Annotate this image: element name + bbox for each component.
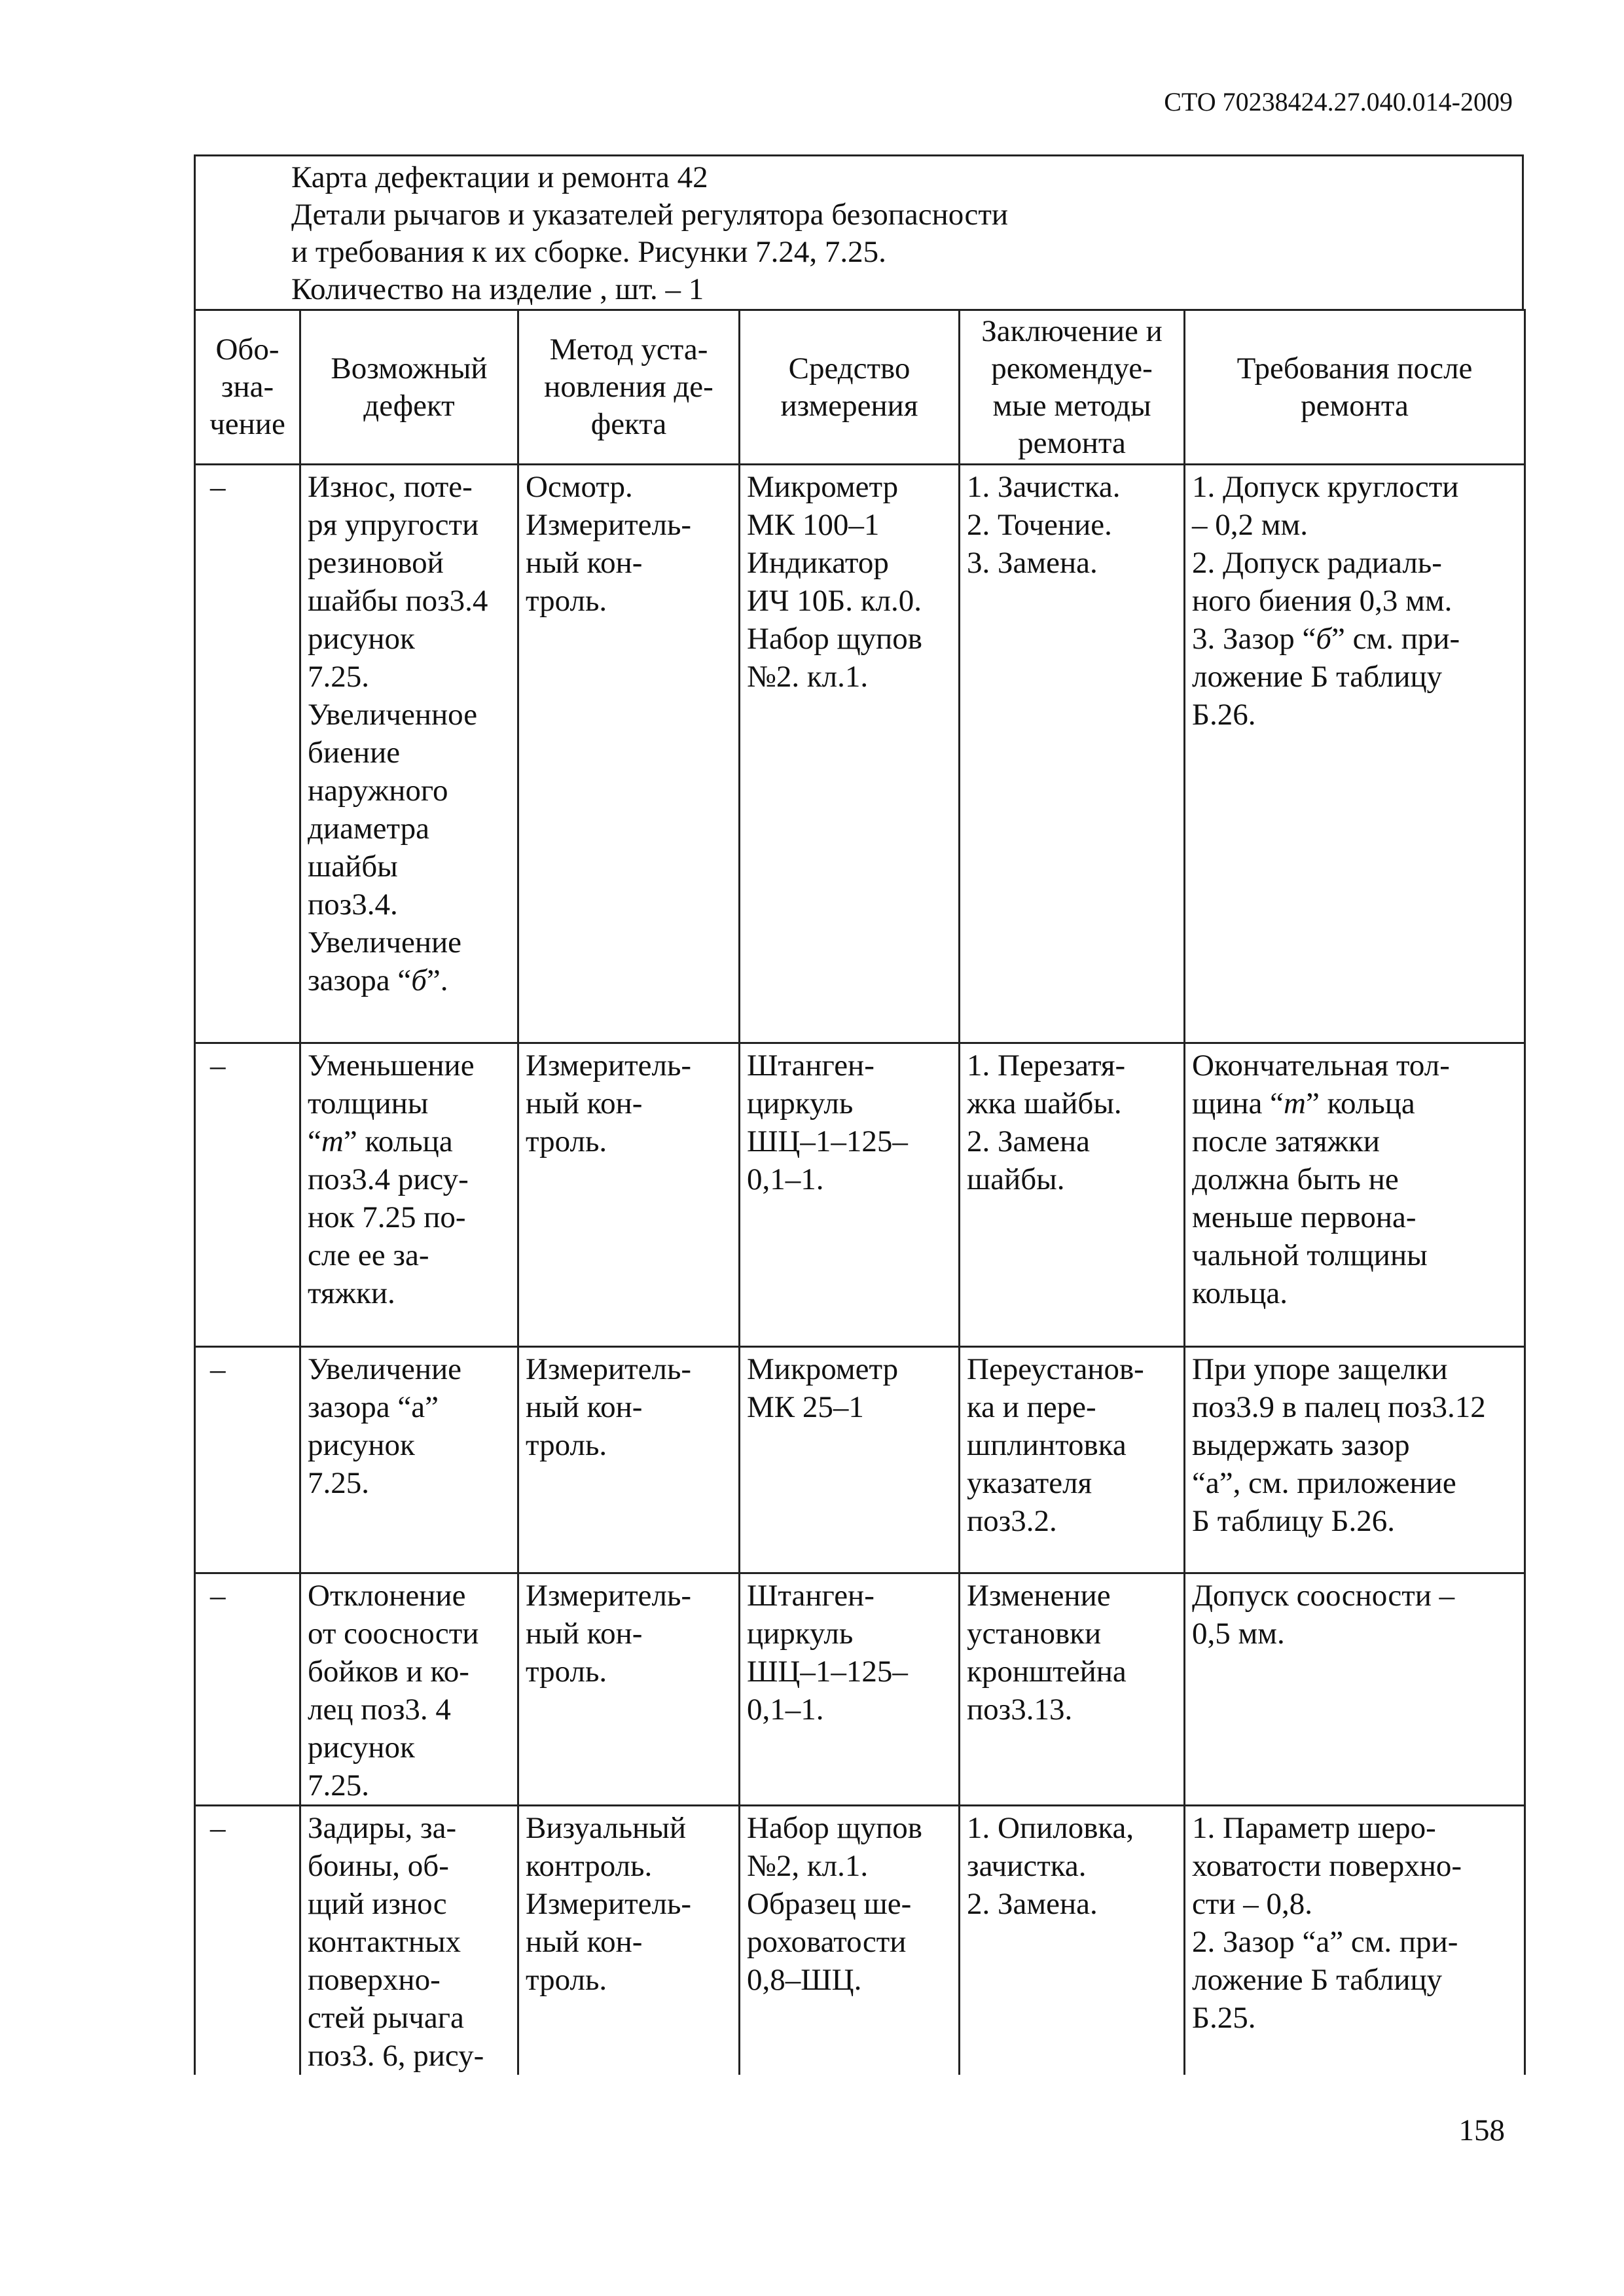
cell-text-line: Отклонение — [308, 1579, 466, 1613]
cell-text-line: ШЦ–1–125– — [747, 1124, 908, 1158]
defect-card — [194, 154, 1524, 2075]
cell-text-line: 0,8–ШЦ. — [747, 1963, 862, 1997]
cell-text-line: Измеритель- — [526, 508, 692, 542]
header-text-line: дефект — [363, 388, 455, 423]
cell-text-line: биение — [308, 736, 401, 770]
cell-designation: – — [195, 1043, 300, 1347]
cell-text-line: рисунок — [308, 1428, 415, 1462]
cell-text-line: резиновой — [308, 546, 444, 580]
header-text-line: ремонта — [1018, 425, 1126, 460]
cell-conclusion — [960, 465, 1185, 1043]
cell-text-line: 7.25. — [308, 660, 369, 694]
cell-text-line: ховатости поверхно- — [1192, 1849, 1462, 1883]
cell-text-line: Увеличение — [308, 925, 462, 960]
cell-text-line: Измеритель- — [526, 1352, 692, 1386]
cell-text-line: №2, кл.1. — [747, 1849, 869, 1883]
cell-tool — [740, 1043, 960, 1347]
cell-text-line: поверхно- — [308, 1963, 441, 1997]
header-text-line: измерения — [780, 388, 918, 423]
cell-text-line: щий износ — [308, 1887, 447, 1921]
cell-method — [518, 1573, 740, 1806]
cell-text-line: – 0,2 мм. — [1192, 508, 1308, 542]
card-title-line: Детали рычагов и указателей регулятора безопасности — [291, 198, 1009, 232]
cell-text-line: Увеличение — [308, 1352, 462, 1386]
cell-text-line: 2. Зазор “а” см. при- — [1192, 1925, 1458, 1959]
header-text-line: рекомендуе- — [991, 351, 1153, 386]
header-text-line: чение — [209, 407, 285, 441]
cell-text-line: от соосности — [308, 1617, 479, 1651]
cell-text-line: поз3.2. — [967, 1504, 1057, 1538]
col-header-designation — [195, 310, 300, 465]
header-text-line: Заключение и — [981, 314, 1163, 348]
cell-text-line: Штанген- — [747, 1049, 875, 1083]
header-text-line: Возможный — [331, 351, 488, 386]
cell-text-line: роховатости — [747, 1925, 907, 1959]
cell-method — [518, 1806, 740, 2075]
card-title-line: Количество на изделие , шт. – 1 — [291, 272, 704, 306]
cell-defect — [300, 1043, 518, 1347]
cell-text-line: бойков и ко- — [308, 1655, 469, 1689]
cell-text-line: Увеличенное — [308, 698, 478, 732]
cell-text-line: лец поз3. 4 — [308, 1693, 451, 1727]
cell-text-line: наружного — [308, 774, 448, 808]
cell-text-line: Измеритель- — [526, 1887, 692, 1921]
cell-conclusion — [960, 1347, 1185, 1573]
cell-text-line: выдержать зазор — [1192, 1428, 1410, 1462]
cell-text-line: При упоре защелки — [1192, 1352, 1448, 1386]
cell-method — [518, 1347, 740, 1573]
cell-text-line: 1. Параметр шеро- — [1192, 1811, 1436, 1845]
cell-text-line: циркуль — [747, 1617, 854, 1651]
col-header-tool — [740, 310, 960, 465]
cell-text-line: троль. — [526, 584, 607, 618]
table-row — [195, 1806, 1525, 2075]
cell-text-line: кольца. — [1192, 1276, 1288, 1310]
cell-text-line: зачистка. — [967, 1849, 1087, 1883]
cell-text-line: 2. Замена. — [967, 1887, 1098, 1921]
cell-text-line: 1. Опиловка, — [967, 1811, 1134, 1845]
cell-text-line: диаметра — [308, 812, 430, 846]
header-text-line: Обо- — [215, 332, 280, 367]
page-number: 158 — [1458, 2113, 1505, 2147]
cell-text-line: сле ее за- — [308, 1238, 429, 1272]
cell-text-line: рисунок — [308, 622, 415, 656]
cell-text-line: Измеритель- — [526, 1049, 692, 1083]
cell-text-line: 1. Допуск круглости — [1192, 470, 1459, 504]
cell-method — [518, 1043, 740, 1347]
cell-text-line: №2. кл.1. — [747, 660, 869, 694]
card-title-line: Карта дефектации и ремонта 42 — [291, 160, 708, 194]
cell-text-line: боины, об- — [308, 1849, 449, 1883]
cell-text-line: жка шайбы. — [967, 1086, 1122, 1121]
cell-requirements — [1185, 465, 1525, 1043]
cell-text-line: после затяжки — [1192, 1124, 1380, 1158]
cell-text-line: щина “т” кольца — [1192, 1086, 1415, 1121]
table-row — [195, 1347, 1525, 1573]
header-text-line: новления де- — [544, 370, 713, 404]
cell-text-line: поз3.4. — [308, 888, 398, 922]
defect-table — [194, 309, 1526, 2075]
cell-defect — [300, 1573, 518, 1806]
cell-text-line: “а”, см. приложение — [1192, 1466, 1456, 1500]
cell-text-line: меньше первона- — [1192, 1200, 1416, 1234]
cell-designation: – — [195, 1806, 300, 2075]
cell-designation: – — [195, 1347, 300, 1573]
cell-requirements — [1185, 1573, 1525, 1806]
cell-tool — [740, 1573, 960, 1806]
card-header — [194, 154, 1524, 309]
cell-text-line: ка и пере- — [967, 1390, 1096, 1424]
cell-text-line: Уменьшение — [308, 1049, 475, 1083]
header-text-line: фекта — [590, 407, 667, 441]
cell-designation: – — [195, 1573, 300, 1806]
cell-text-line: 1. Перезатя- — [967, 1049, 1126, 1083]
cell-text-line: Допуск соосности – — [1192, 1579, 1455, 1613]
cell-text-line: сти – 0,8. — [1192, 1887, 1313, 1921]
cell-text-line: ный кон- — [526, 1617, 643, 1651]
header-text-line: Метод уста- — [549, 332, 708, 367]
cell-text-line: 7.25. — [308, 1466, 369, 1500]
cell-text-line: МК 100–1 — [747, 508, 880, 542]
cell-tool — [740, 1347, 960, 1573]
cell-text-line: Штанген- — [747, 1579, 875, 1613]
cell-text-line: Индикатор — [747, 546, 889, 580]
cell-defect — [300, 465, 518, 1043]
col-header-requirements — [1185, 310, 1525, 465]
document-code: СТО 70238424.27.040.014-2009 — [1164, 87, 1513, 117]
cell-text-line: должна быть не — [1192, 1162, 1399, 1196]
cell-text-line: чальной толщины — [1192, 1238, 1428, 1272]
cell-text-line: 7.25. — [308, 1768, 369, 1803]
header-text-line: Требования после — [1236, 351, 1473, 386]
cell-text-line: Б.26. — [1192, 698, 1256, 732]
table-row — [195, 1573, 1525, 1806]
cell-conclusion — [960, 1806, 1185, 2075]
cell-text-line: Микрометр — [747, 1352, 899, 1386]
cell-text-line: Б.25. — [1192, 2001, 1256, 2035]
col-header-method — [518, 310, 740, 465]
cell-text-line: шайбы. — [967, 1162, 1065, 1196]
header-text-line: Средство — [788, 351, 911, 386]
cell-text-line: Задиры, за- — [308, 1811, 457, 1845]
col-header-conclusion — [960, 310, 1185, 465]
card-title-line: и требования к их сборке. Рисунки 7.24, 7.25. — [291, 235, 886, 269]
cell-text-line: ный кон- — [526, 546, 643, 580]
cell-tool — [740, 465, 960, 1043]
cell-tool — [740, 1806, 960, 2075]
cell-text-line: Измеритель- — [526, 1579, 692, 1613]
cell-text-line: ный кон- — [526, 1390, 643, 1424]
cell-requirements — [1185, 1806, 1525, 2075]
cell-text-line: 3. Замена. — [967, 546, 1098, 580]
cell-text-line: зазора “б”. — [308, 963, 448, 997]
cell-text-line: ный кон- — [526, 1086, 643, 1121]
cell-text-line: 1. Зачистка. — [967, 470, 1121, 504]
cell-defect — [300, 1806, 518, 2075]
cell-text-line: 3. Зазор “б” см. при- — [1192, 622, 1460, 656]
table-row — [195, 465, 1525, 1043]
cell-text-line: кронштейна — [967, 1655, 1127, 1689]
cell-text-line: стей рычага — [308, 2001, 464, 2035]
cell-text-line: Микрометр — [747, 470, 899, 504]
table-header-row — [195, 310, 1525, 465]
cell-text-line: 2. Точение. — [967, 508, 1112, 542]
cell-requirements — [1185, 1043, 1525, 1347]
cell-text-line: толщины — [308, 1086, 429, 1121]
cell-text-line: 0,1–1. — [747, 1693, 824, 1727]
table-row — [195, 1043, 1525, 1347]
header-text-line: ремонта — [1301, 388, 1409, 423]
cell-conclusion — [960, 1043, 1185, 1347]
cell-text-line: Образец ше- — [747, 1887, 912, 1921]
cell-conclusion — [960, 1573, 1185, 1806]
cell-text-line: Износ, поте- — [308, 470, 473, 504]
cell-text-line: троль. — [526, 1963, 607, 1997]
cell-text-line: “т” кольца — [308, 1124, 453, 1158]
cell-text-line: 0,5 мм. — [1192, 1617, 1285, 1651]
cell-text-line: Набор щупов — [747, 622, 923, 656]
cell-text-line: циркуль — [747, 1086, 854, 1121]
header-text-line: мые методы — [992, 388, 1151, 423]
cell-text-line: МК 25–1 — [747, 1390, 864, 1424]
cell-text-line: установки — [967, 1617, 1102, 1651]
cell-text-line: шайбы — [308, 850, 398, 884]
cell-text-line: ложение Б таблицу — [1192, 660, 1443, 694]
cell-text-line: ного биения 0,3 мм. — [1192, 584, 1453, 618]
cell-text-line: Изменение — [967, 1579, 1111, 1613]
cell-text-line: троль. — [526, 1655, 607, 1689]
cell-text-line: нок 7.25 по- — [308, 1200, 466, 1234]
cell-text-line: ИЧ 10Б. кл.0. — [747, 584, 922, 618]
cell-text-line: Переустанов- — [967, 1352, 1144, 1386]
cell-text-line: ный кон- — [526, 1925, 643, 1959]
cell-text-line: шплинтовка — [967, 1428, 1127, 1462]
cell-text-line: контактных — [308, 1925, 461, 1959]
cell-text-line: Визуальный — [526, 1811, 687, 1845]
cell-text-line: поз3.9 в палец поз3.12 — [1192, 1390, 1486, 1424]
cell-text-line: троль. — [526, 1124, 607, 1158]
cell-text-line: шайбы поз3.4 — [308, 584, 488, 618]
cell-text-line: поз3. 6, рису- — [308, 2039, 484, 2073]
cell-text-line: ря упругости — [308, 508, 479, 542]
col-header-defect — [300, 310, 518, 465]
cell-text-line: указателя — [967, 1466, 1092, 1500]
cell-text-line: рисунок — [308, 1731, 415, 1765]
cell-text-line: поз3.13. — [967, 1693, 1073, 1727]
cell-text-line: Осмотр. — [526, 470, 633, 504]
cell-text-line: ложение Б таблицу — [1192, 1963, 1443, 1997]
cell-text-line: 2. Допуск радиаль- — [1192, 546, 1442, 580]
cell-method — [518, 465, 740, 1043]
cell-text-line: Б таблицу Б.26. — [1192, 1504, 1395, 1538]
cell-text-line: Набор щупов — [747, 1811, 923, 1845]
cell-text-line: 2. Замена — [967, 1124, 1091, 1158]
cell-text-line: ШЦ–1–125– — [747, 1655, 908, 1689]
cell-text-line: Окончательная тол- — [1192, 1049, 1450, 1083]
cell-text-line: 0,1–1. — [747, 1162, 824, 1196]
cell-text-line: поз3.4 рису- — [308, 1162, 469, 1196]
cell-text-line: тяжки. — [308, 1276, 395, 1310]
cell-designation: – — [195, 465, 300, 1043]
cell-text-line: зазора “а” — [308, 1390, 439, 1424]
cell-requirements — [1185, 1347, 1525, 1573]
cell-text-line: троль. — [526, 1428, 607, 1462]
header-text-line: зна- — [221, 370, 274, 404]
cell-defect — [300, 1347, 518, 1573]
cell-text-line: контроль. — [526, 1849, 653, 1883]
